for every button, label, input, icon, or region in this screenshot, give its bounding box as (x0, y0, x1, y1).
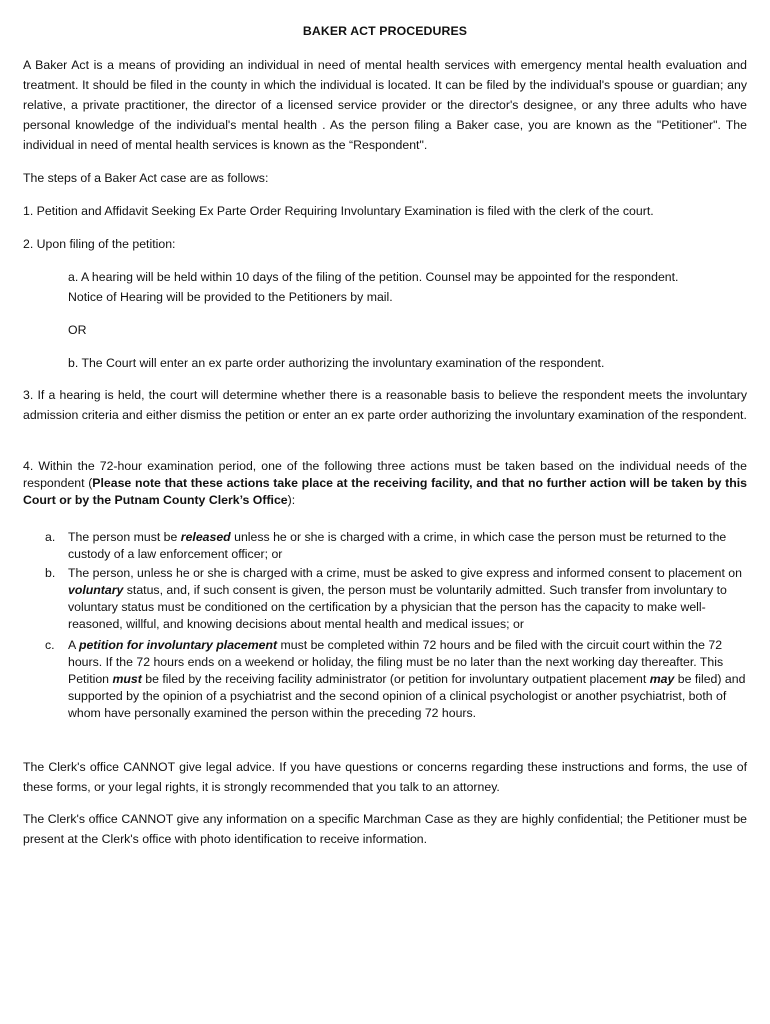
legal-advice-notice: The Clerk's office CANNOT give legal advice. If you have questions or concerns regarding these instructions and forms, the use of these forms, or your legal rights, it is strongly recommended that you talk to an attorney. (23, 760, 747, 794)
list-c-text2: must be completed within 72 hours and be filed with the circuit court within the 72 hours. If the 72 hours ends on a weekend or holiday, the filing must be no later than the next working day thereafter. This Petition (68, 638, 724, 686)
list-b-text2: status, and, if such consent is given, the person must be voluntarily admitted. Such transfer from involuntary to voluntary status must be conditioned on the certification by a physician that the person has the capacity to make well-reasoned, willful, and knowing decisions about mental health and medical issues; or (68, 583, 727, 631)
step-2a (68, 267, 748, 307)
step-2a-line1: a. A hearing will be held within 10 days of the filing of the petition. Counsel may be appointed for the respondent. (68, 270, 679, 284)
step-2a-line2: Notice of Hearing will be provided to the Petitioners by mail. (68, 290, 393, 304)
step-4-tail: ): (287, 493, 296, 507)
list-item-b (23, 565, 747, 633)
step-4-note: Please note that these actions take place at the receiving facility, and that no further action will be taken by this Court or by the Putnam County Clerk’s Office (23, 476, 747, 507)
list-marker-c: c. (45, 638, 55, 652)
step-4 (23, 458, 747, 509)
list-c-text4: be filed) and supported by the opinion of a psychiatrist and the second opinion of a clinical psychologist or another psychiatrist, both of whom have personally examined the person within the preceding 72 hours. (68, 672, 746, 720)
list-a-emphasis: released (180, 530, 231, 544)
intro-paragraph: A Baker Act is a means of providing an individual in need of mental health services with emergency mental health evaluation and treatment. It should be filed in the county in which the individual is located. It can be filed by the individual's spouse or guardian; any relative, a private practitioner, the director of a licensed service provider or the director's designee, or any three adults who have personal knowledge of the individual's mental health . As the person filing a Baker case, you are known as the "Petitioner". The individual in need of mental health services is known as the “Respondent". (23, 58, 747, 152)
list-b-text1: The person, unless he or she is charged with a crime, must be asked to give express and informed consent to placement on (68, 566, 742, 580)
step-4-lead: 4. Within the 72-hour examination period, one of the following three actions must be taken based on the individual needs of the respondent ( (23, 459, 747, 490)
step-2-or: OR (68, 323, 87, 337)
confidentiality-notice: The Clerk's office CANNOT give any information on a specific Marchman Case as they are highly confidential; the Petitioner must be present at the Clerk's office with photo identification to receive information. (23, 812, 747, 846)
list-item-a (23, 529, 747, 563)
step-2: 2. Upon filing of the petition: (23, 237, 176, 251)
step-2b: b. The Court will enter an ex parte order authorizing the involuntary examination of the respondent. (68, 356, 605, 370)
list-c-text3: be filed by the receiving facility administrator (or petition for involuntary outpatient placement (141, 672, 650, 686)
list-a-text2: unless he or she is charged with a crime, in which case the person must be returned to the custody of a law enforcement officer; or (68, 530, 727, 561)
step-1: 1. Petition and Affidavit Seeking Ex Parte Order Requiring Involuntary Examination is filed with the clerk of the court. (23, 204, 654, 218)
list-b-emphasis: voluntary (68, 583, 124, 597)
list-item-c (23, 637, 747, 722)
list-marker-b: b. (45, 566, 56, 580)
list-c-text1: A (68, 638, 79, 652)
list-a-text1: The person must be (68, 530, 181, 544)
actions-list (23, 529, 747, 722)
steps-intro: The steps of a Baker Act case are as follows: (23, 171, 269, 185)
document-title: BAKER ACT PROCEDURES (302, 24, 468, 38)
step-3: 3. If a hearing is held, the court will determine whether there is a reasonable basis to believe the respondent meets the involuntary admission criteria and either dismiss the petition or enter an ex parte order authorizing the involuntary examination of the respondent. (23, 388, 747, 422)
list-c-emphasis3: may (649, 672, 675, 686)
list-marker-a: a. (45, 530, 56, 544)
list-c-emphasis2: must (112, 672, 142, 686)
list-c-emphasis1: petition for involuntary placement (78, 638, 278, 652)
